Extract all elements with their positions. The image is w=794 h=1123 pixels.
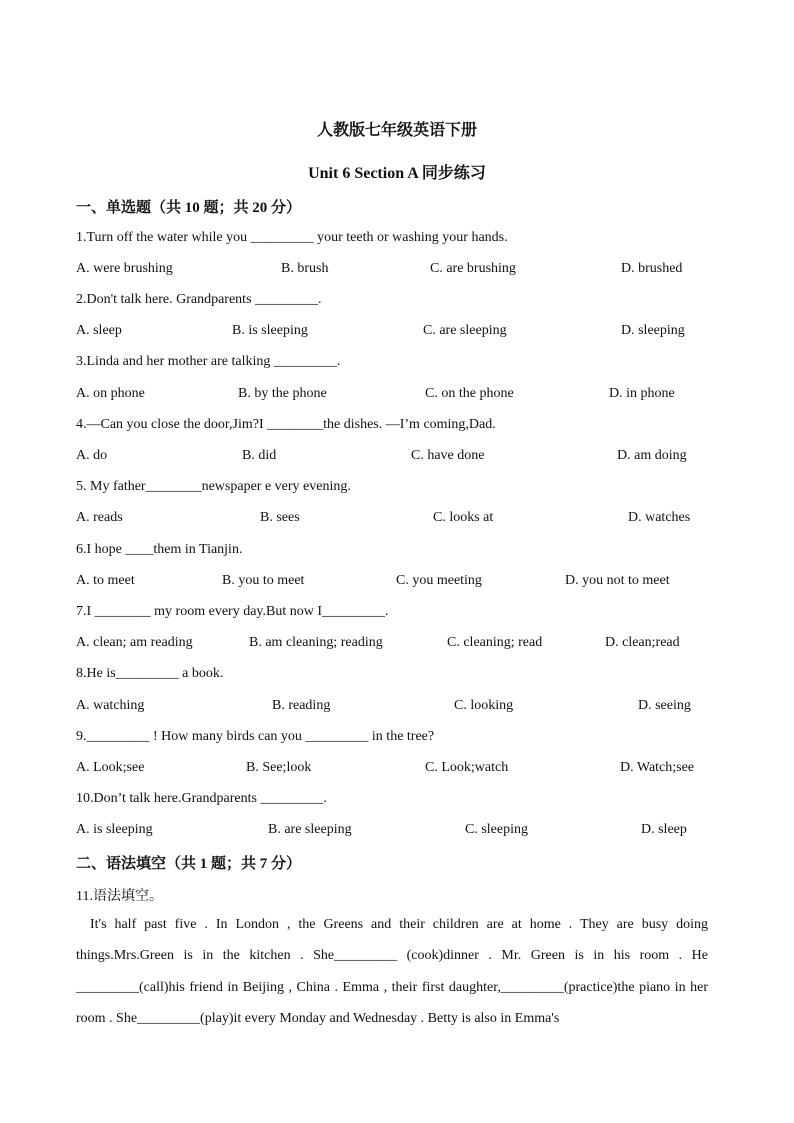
question-2-option-b: B. is sleeping [232, 323, 308, 338]
question-7-option-d: D. clean;read [605, 635, 680, 650]
question-9-option-c: C. Look;watch [425, 760, 509, 775]
question-5-stem: 5. My father________newspaper e very evening. [76, 479, 351, 494]
question-10-option-c: C. sleeping [465, 822, 528, 837]
question-4-stem: 4.—Can you close the door,Jim?I ________the dishes. —I’m coming,Dad. [76, 417, 496, 432]
question-1-option-b: B. brush [281, 261, 329, 276]
question-1-option-c: C. are brushing [430, 261, 516, 276]
question-1-stem: 1.Turn off the water while you _________ your teeth or washing your hands. [76, 230, 508, 245]
question-3-option-a: A. on phone [76, 386, 145, 401]
worksheet-title: 人教版七年级英语下册 [316, 122, 477, 139]
section2-heading: 二、语法填空（共 1 题；共 7 分） [76, 856, 302, 872]
question-8-option-b: B. reading [272, 698, 331, 713]
cloze-passage: It's half past five . In London , the Greens and their children are at home . They are busy doing things.Mrs.Green is in the kitchen . She_________ (cook)dinner . Mr. Green is in his room . He _________(call)his friend in Beijing , China . Emma , their first daughter,_________(practice)the piano in her room . She_________(play)it every Monday and Wednesday . Betty is also in Emma's [76, 917, 708, 1026]
question-5-option-a: A. reads [76, 510, 123, 525]
question-6-option-b: B. you to meet [222, 573, 305, 588]
question-7-option-c: C. cleaning; read [447, 635, 543, 650]
question-2-option-c: C. are sleeping [423, 323, 507, 338]
question-7-stem: 7.I ________ my room every day.But now I_________. [76, 604, 389, 619]
question-2-stem: 2.Don't talk here. Grandparents _________. [76, 292, 322, 307]
question-1-option-a: A. were brushing [76, 261, 173, 276]
question-3-stem: 3.Linda and her mother are talking _________. [76, 354, 341, 369]
question-2-option-d: D. sleeping [621, 323, 685, 338]
question-6-option-d: D. you not to meet [565, 573, 670, 588]
question-3-option-d: D. in phone [609, 386, 675, 401]
question-8-stem: 8.He is_________ a book. [76, 666, 224, 681]
section1-heading: 一、单选题（共 10 题；共 20 分） [76, 200, 302, 216]
question-7-option-b: B. am cleaning; reading [249, 635, 383, 650]
question-3-option-b: B. by the phone [238, 386, 327, 401]
question-5-option-b: B. sees [260, 510, 300, 525]
question-1-option-d: D. brushed [621, 261, 683, 276]
question-10-option-a: A. is sleeping [76, 822, 153, 837]
question-7-option-a: A. clean; am reading [76, 635, 193, 650]
question-10-stem: 10.Don’t talk here.Grandparents _________. [76, 791, 327, 806]
question-6-stem: 6.I hope ____them in Tianjin. [76, 542, 243, 557]
question-9-option-a: A. Look;see [76, 760, 145, 775]
question-10-option-b: B. are sleeping [268, 822, 352, 837]
worksheet-subtitle: Unit 6 Section A 同步练习 [308, 165, 486, 182]
question-4-option-d: D. am doing [617, 448, 687, 463]
question-10-option-d: D. sleep [641, 822, 687, 837]
question-9-option-d: D. Watch;see [620, 760, 695, 775]
question-9-stem: 9._________ ! How many birds can you _________ in the tree? [76, 729, 435, 744]
question-5-option-c: C. looks at [433, 510, 494, 525]
question-6-option-c: C. you meeting [396, 573, 482, 588]
question-8-option-a: A. watching [76, 698, 145, 713]
question-2-option-a: A. sleep [76, 323, 122, 338]
question-4-option-b: B. did [242, 448, 277, 463]
question-5-option-d: D. watches [628, 510, 691, 525]
question-8-option-c: C. looking [454, 698, 514, 713]
question-6-option-a: A. to meet [76, 573, 135, 588]
question-8-option-d: D. seeing [638, 698, 691, 713]
question-4-option-a: A. do [76, 448, 108, 463]
question-4-option-c: C. have done [411, 448, 485, 463]
question-3-option-c: C. on the phone [425, 386, 514, 401]
question-9-option-b: B. See;look [246, 760, 312, 775]
question-11-label: 11.语法填空。 [76, 889, 163, 904]
